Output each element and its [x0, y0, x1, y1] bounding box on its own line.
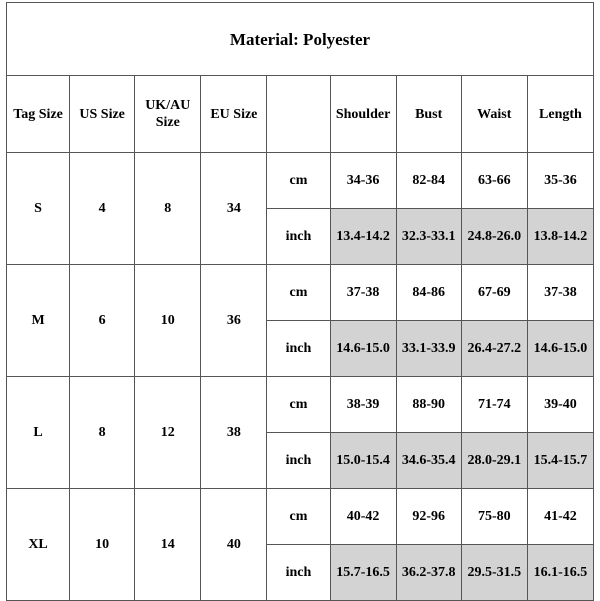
uk-au-size-cell: 12 — [135, 377, 201, 489]
us-size-cell: 4 — [70, 153, 135, 265]
bust-cm-cell: 82-84 — [396, 153, 461, 209]
size-row-cm — [7, 265, 594, 321]
waist-cm-cell: 75-80 — [461, 489, 527, 545]
waist-inch-cell: 29.5-31.5 — [461, 545, 527, 601]
tag-size-cell: S — [7, 153, 70, 265]
uk-au-size-cell: 10 — [135, 265, 201, 377]
shoulder-inch-cell: 15.0-15.4 — [330, 433, 396, 489]
shoulder-inch-cell: 13.4-14.2 — [330, 209, 396, 265]
shoulder-cm-cell: 37-38 — [330, 265, 396, 321]
length-inch-cell: 14.6-15.0 — [527, 321, 593, 377]
length-cm-cell: 39-40 — [527, 377, 593, 433]
unit-label-cm: cm — [267, 265, 330, 321]
size-chart-table — [6, 2, 594, 601]
uk-au-size-cell: 14 — [135, 489, 201, 601]
length-cm-cell: 41-42 — [527, 489, 593, 545]
size-row-cm — [7, 489, 594, 545]
shoulder-inch-cell: 15.7-16.5 — [330, 545, 396, 601]
bust-cm-cell: 88-90 — [396, 377, 461, 433]
unit-label-inch: inch — [267, 433, 330, 489]
size-row-cm — [7, 153, 594, 209]
us-size-cell: 10 — [70, 489, 135, 601]
us-size-cell: 6 — [70, 265, 135, 377]
uk-au-size-cell: 8 — [135, 153, 201, 265]
unit-label-inch: inch — [267, 545, 330, 601]
header-row — [7, 76, 594, 153]
length-inch-cell: 13.8-14.2 — [527, 209, 593, 265]
unit-label-cm: cm — [267, 377, 330, 433]
length-cm-cell: 37-38 — [527, 265, 593, 321]
bust-cm-cell: 84-86 — [396, 265, 461, 321]
tag-size-cell: XL — [7, 489, 70, 601]
shoulder-cm-cell: 38-39 — [330, 377, 396, 433]
eu-size-cell: 34 — [201, 153, 267, 265]
header-eu-size: EU Size — [201, 76, 267, 153]
waist-cm-cell: 71-74 — [461, 377, 527, 433]
waist-inch-cell: 24.8-26.0 — [461, 209, 527, 265]
eu-size-cell: 36 — [201, 265, 267, 377]
unit-label-cm: cm — [267, 153, 330, 209]
header-waist: Waist — [461, 76, 527, 153]
bust-inch-cell: 32.3-33.1 — [396, 209, 461, 265]
unit-label-inch: inch — [267, 209, 330, 265]
chart-title: Material: Polyester — [7, 3, 594, 76]
header-unit — [267, 76, 330, 153]
header-us-size: US Size — [70, 76, 135, 153]
size-row-cm — [7, 377, 594, 433]
shoulder-cm-cell: 40-42 — [330, 489, 396, 545]
bust-inch-cell: 36.2-37.8 — [396, 545, 461, 601]
waist-inch-cell: 26.4-27.2 — [461, 321, 527, 377]
length-inch-cell: 16.1-16.5 — [527, 545, 593, 601]
shoulder-cm-cell: 34-36 — [330, 153, 396, 209]
tag-size-cell: M — [7, 265, 70, 377]
length-inch-cell: 15.4-15.7 — [527, 433, 593, 489]
tag-size-cell: L — [7, 377, 70, 489]
header-tag-size: Tag Size — [7, 76, 70, 153]
shoulder-inch-cell: 14.6-15.0 — [330, 321, 396, 377]
waist-inch-cell: 28.0-29.1 — [461, 433, 527, 489]
us-size-cell: 8 — [70, 377, 135, 489]
unit-label-cm: cm — [267, 489, 330, 545]
header-shoulder: Shoulder — [330, 76, 396, 153]
bust-cm-cell: 92-96 — [396, 489, 461, 545]
header-bust: Bust — [396, 76, 461, 153]
header-uk-au-size: UK/AU Size — [135, 76, 201, 153]
waist-cm-cell: 67-69 — [461, 265, 527, 321]
eu-size-cell: 38 — [201, 377, 267, 489]
eu-size-cell: 40 — [201, 489, 267, 601]
unit-label-inch: inch — [267, 321, 330, 377]
length-cm-cell: 35-36 — [527, 153, 593, 209]
bust-inch-cell: 34.6-35.4 — [396, 433, 461, 489]
waist-cm-cell: 63-66 — [461, 153, 527, 209]
bust-inch-cell: 33.1-33.9 — [396, 321, 461, 377]
header-length: Length — [527, 76, 593, 153]
